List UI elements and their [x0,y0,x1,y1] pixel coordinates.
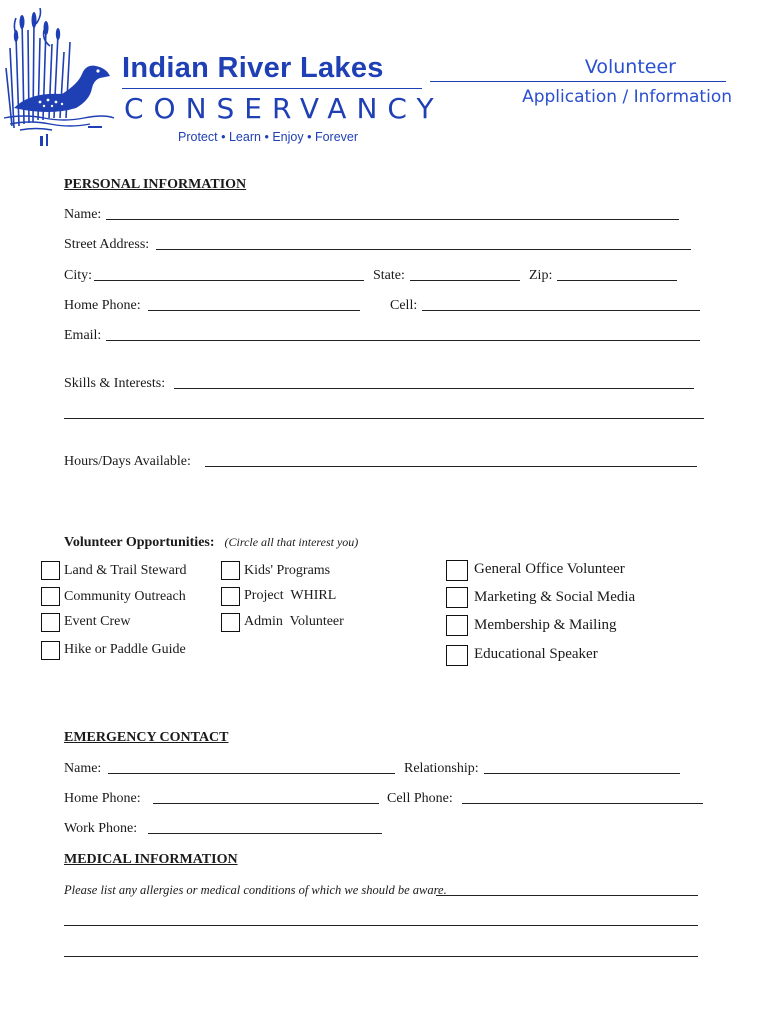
option-marketing-social: Marketing & Social Media [474,589,636,605]
opportunities-heading [64,533,358,551]
relationship-field[interactable] [484,773,680,774]
checkbox-marketing-social[interactable] [446,587,468,608]
cell-field[interactable] [422,310,700,311]
emergency-heading: EMERGENCY CONTACT [64,730,229,745]
medical-field-line2[interactable] [64,925,698,926]
checkbox-admin-volunteer[interactable] [221,613,240,632]
bullet-icon: • [307,130,312,144]
home-phone-field[interactable] [148,310,360,311]
checkbox-general-office[interactable] [446,560,468,581]
skills-field[interactable] [174,388,694,389]
zip-field[interactable] [557,280,677,281]
opportunities-title: Volunteer Opportunities: [64,535,215,550]
city-field[interactable] [94,280,364,281]
hours-label: Hours/Days Available: [64,454,191,469]
option-educational-speaker: Educational Speaker [474,646,598,662]
org-name-line2: CONSERVANCY [124,92,444,125]
page-title: Volunteer [584,56,676,78]
page-subtitle: Application / Information [522,87,732,107]
option-general-office: General Office Volunteer [474,561,625,577]
option-admin-volunteer: Admin Volunteer [244,614,344,629]
checkbox-community-outreach[interactable] [41,587,60,606]
street-address-label: Street Address: [64,237,150,252]
medical-field[interactable] [436,895,698,896]
email-field[interactable] [106,340,700,341]
option-project-whirl: Project WHIRL [244,588,337,603]
name-field[interactable] [106,219,679,220]
logo [0,8,444,148]
option-kids-programs: Kids' Programs [244,563,331,578]
city-label: City: [64,268,93,283]
emergency-name-label: Name: [64,761,102,776]
option-community-outreach: Community Outreach [64,589,186,604]
work-phone-label: Work Phone: [64,821,138,836]
checkbox-kids-programs[interactable] [221,561,240,580]
home-phone-label: Home Phone: [64,298,141,313]
emergency-cell-field[interactable] [462,803,703,804]
state-field[interactable] [410,280,520,281]
emergency-home-phone-field[interactable] [153,803,379,804]
medical-field-line3[interactable] [64,956,698,957]
checkbox-land-trail[interactable] [41,561,60,580]
name-label: Name: [64,207,102,222]
hours-field[interactable] [205,466,697,467]
option-membership-mailing: Membership & Mailing [474,617,617,633]
email-label: Email: [64,328,102,343]
skills-label: Skills & Interests: [64,376,166,391]
opportunities-note: (Circle all that interest you) [224,535,359,549]
tagline-word: Learn [228,130,261,144]
bullet-icon: • [221,130,226,144]
checkbox-event-crew[interactable] [41,613,60,632]
emergency-home-phone-label: Home Phone: [64,791,141,806]
bullet-icon: • [264,130,269,144]
option-hike-paddle: Hike or Paddle Guide [64,642,186,657]
option-land-trail: Land & Trail Steward [64,563,187,578]
title-rule [430,81,726,82]
cell-label: Cell: [390,298,418,313]
medical-heading: MEDICAL INFORMATION [64,852,238,867]
tagline-word: Forever [314,130,359,144]
checkbox-membership-mailing[interactable] [446,615,468,636]
zip-label: Zip: [529,268,553,283]
header-rule [122,88,422,89]
option-event-crew: Event Crew [64,614,131,629]
emergency-name-field[interactable] [108,773,395,774]
checkbox-project-whirl[interactable] [221,587,240,606]
tagline [178,130,358,144]
relationship-label: Relationship: [404,761,479,776]
checkbox-educational-speaker[interactable] [446,645,468,666]
tagline-word: Enjoy [272,130,304,144]
personal-heading: PERSONAL INFORMATION [64,177,247,192]
loon-reeds-logo-icon [0,8,118,148]
work-phone-field[interactable] [148,833,382,834]
checkbox-hike-paddle[interactable] [41,641,60,660]
emergency-cell-label: Cell Phone: [387,791,453,806]
medical-prompt: Please list any allergies or medical conditions of which we should be aware. [64,883,447,897]
state-label: State: [373,268,405,283]
org-name-line1: Indian River Lakes [122,52,384,84]
tagline-word: Protect [178,130,218,144]
street-address-field[interactable] [156,249,691,250]
skills-field-line2[interactable] [64,418,704,419]
